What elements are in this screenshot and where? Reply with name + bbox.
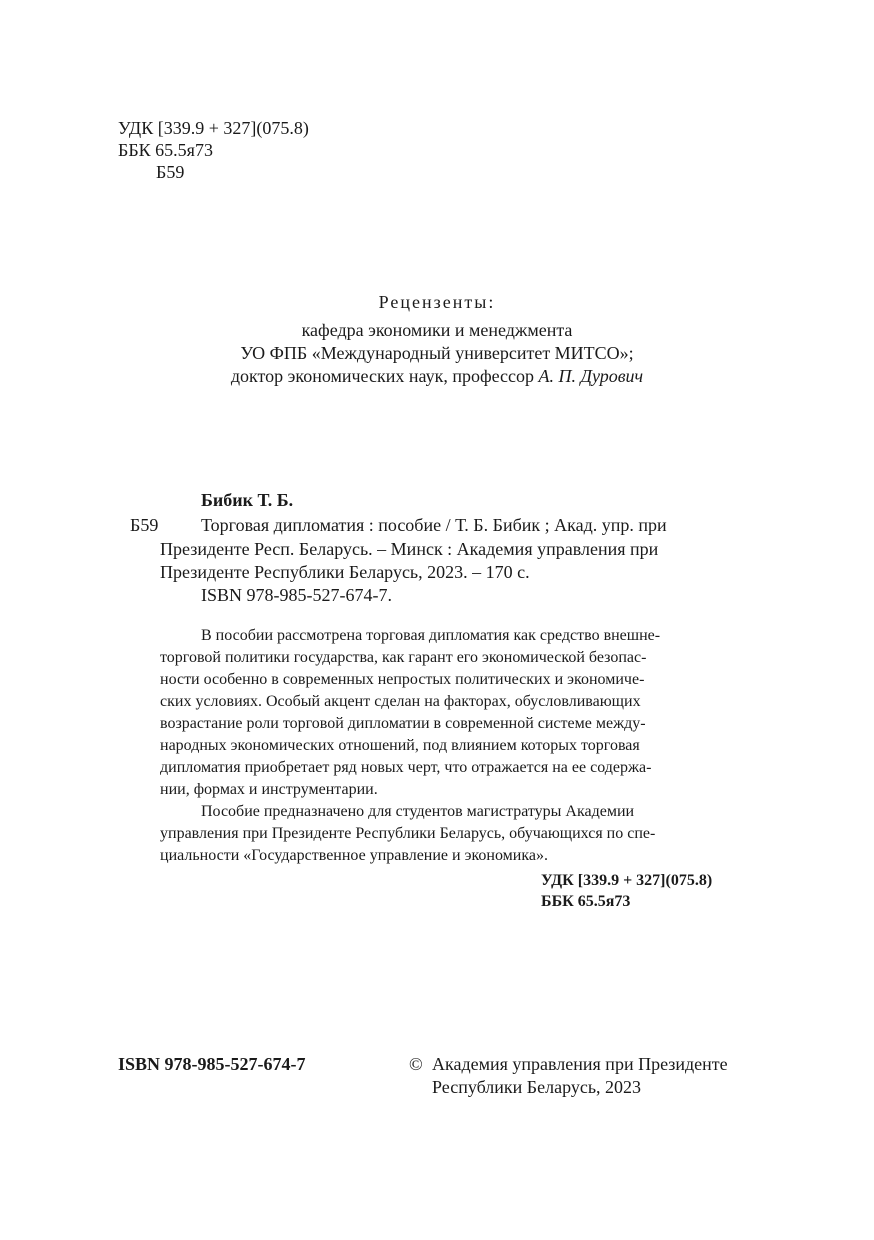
reviewer-line-1: кафедра экономики и менеджмента (301, 320, 573, 340)
abstract-line: В пособии рассмотрена торговая дипломатия как средство внешне- (201, 627, 661, 644)
footer-bbk-code: ББК 65.5я73 (541, 893, 631, 910)
author-mark: Б59 (156, 162, 185, 182)
abstract-line: нии, формах и инструментарии. (160, 781, 378, 798)
bbk-code: ББК 65.5я73 (118, 140, 213, 160)
reviewers-heading: Рецензенты: (378, 292, 496, 312)
abstract-line: дипломатия приобретает ряд новых черт, что отражается на ее содержа- (160, 759, 652, 776)
catalog-author: Бибик Т. Б. (201, 490, 294, 510)
catalog-mark: Б59 (130, 515, 159, 535)
footer-udk-code: УДК [339.9 + 327](075.8) (541, 872, 713, 889)
abstract-line: циальности «Государственное управление и экономика». (160, 847, 548, 864)
copyright-line-2: Республики Беларусь, 2023 (432, 1077, 642, 1097)
catalog-line: Торговая дипломатия : пособие / Т. Б. Бибик ; Акад. упр. при (201, 515, 667, 535)
abstract-line: Пособие предназначено для студентов магистратуры Академии (201, 803, 635, 820)
abstract-line: ности особенно в современных непростых политических и экономиче- (160, 671, 645, 688)
abstract-line: торговой политики государства, как гарант его экономической безопас- (160, 649, 647, 666)
udk-code: УДК [339.9 + 327](075.8) (118, 118, 309, 138)
abstract-line: народных экономических отношений, под влиянием которых торговая (160, 737, 640, 754)
reviewer-line-2: УО ФПБ «Международный университет МИТСО»; (240, 343, 634, 363)
catalog-isbn: ISBN 978-985-527-674-7. (201, 585, 392, 605)
reviewer-name: А. П. Дурович (538, 366, 644, 386)
catalog-line: Президенте Республики Беларусь, 2023. – 170 с. (160, 562, 530, 582)
copyright-symbol: © (409, 1054, 423, 1074)
isbn: ISBN 978-985-527-674-7 (118, 1054, 306, 1074)
abstract-line: возрастание роли торговой дипломатии в современной системе между- (160, 715, 646, 732)
abstract-line: ских условиях. Особый акцент сделан на факторах, обусловливающих (160, 693, 641, 710)
catalog-line: Президенте Респ. Беларусь. – Минск : Академия управления при (160, 539, 659, 559)
reviewer-title: доктор экономических наук, профессор (230, 366, 539, 386)
reviewer-line-3 (0, 365, 874, 387)
copyright-line-1: Академия управления при Президенте (432, 1054, 728, 1074)
abstract-line: управления при Президенте Республики Беларусь, обучающихся по спе- (160, 825, 656, 842)
